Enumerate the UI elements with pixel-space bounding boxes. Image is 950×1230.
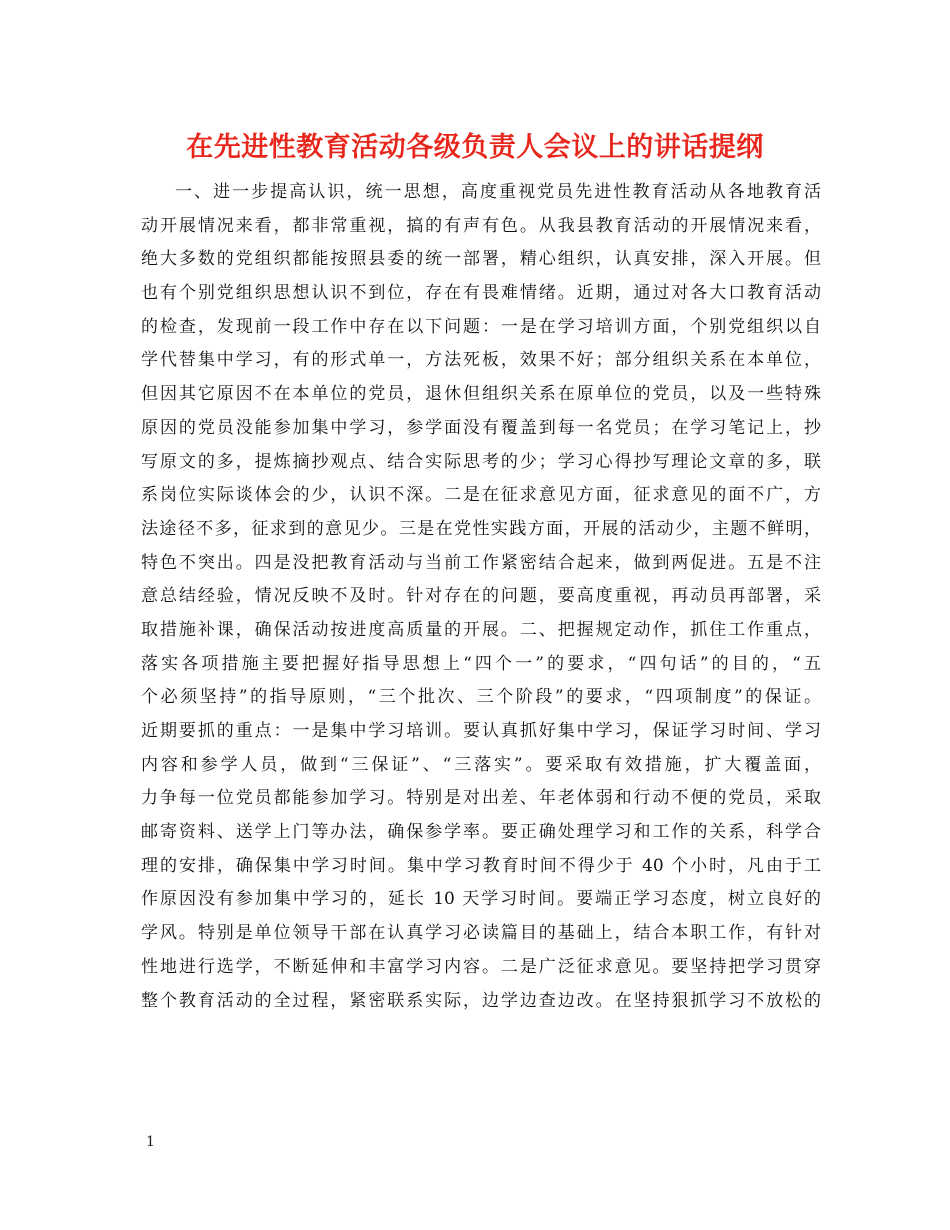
body-line: 但因其它原因不在本单位的党员，退休但组织关系在原单位的党员，以及一些特殊 xyxy=(141,384,821,405)
body-line: 力争每一位党员都能参加学习。特别是对出差、年老体弱和行动不便的党员，采取 xyxy=(141,788,821,809)
body-line: 理的安排，确保集中学习时间。集中学习教育时间不得少于 40 个小时，凡由于工 xyxy=(141,855,821,876)
body-line: 特色不突出。四是没把教育活动与当前工作紧密结合起来，做到两促进。五是不注 xyxy=(141,552,821,573)
body-line: 学风。特别是单位领导干部在认真学习必读篇目的基础上，结合本职工作，有针对 xyxy=(141,923,821,944)
body-line: 邮寄资料、送学上门等办法，确保参学率。要正确处理学习和工作的关系，科学合 xyxy=(141,822,821,843)
body-line: 内容和参学人员，做到“三保证”、“三落实”。要采取有效措施，扩大覆盖面， xyxy=(141,754,821,775)
body-line: 落实各项措施主要把握好指导思想上“四个一”的要求，“四句话”的目的，“五 xyxy=(141,653,821,674)
body-line: 原因的党员没能参加集中学习，参学面没有覆盖到每一名党员；在学习笔记上，抄 xyxy=(141,417,821,438)
document-body xyxy=(141,176,821,1018)
body-line: 一、进一步提高认识，统一思想，高度重视党员先进性教育活动从各地教育活 xyxy=(175,182,821,202)
body-line: 法途径不多，征求到的意见少。三是在党性实践方面，开展的活动少，主题不鲜明， xyxy=(141,518,821,539)
body-line: 作原因没有参加集中学习的，延长 10 天学习时间。要端正学习态度，树立良好的 xyxy=(141,889,821,910)
body-line: 个必须坚持”的指导原则，“三个批次、三个阶段”的要求，“四项制度”的保证。 xyxy=(141,687,821,708)
document-title: 在先进性教育活动各级负责人会议上的讲话提纲 xyxy=(186,132,764,163)
body-line: 的检查，发现前一段工作中存在以下问题：一是在学习培训方面，个别党组织以自 xyxy=(141,316,821,337)
body-line: 绝大多数的党组织都能按照县委的统一部署，精心组织，认真安排，深入开展。但 xyxy=(141,249,821,270)
body-line: 取措施补课，确保活动按进度高质量的开展。二、把握规定动作，抓住工作重点， xyxy=(141,619,821,640)
body-line: 学代替集中学习，有的形式单一，方法死板，效果不好；部分组织关系在本单位， xyxy=(141,350,821,371)
body-line: 性地进行选学，不断延伸和丰富学习内容。二是广泛征求意见。要坚持把学习贯穿 xyxy=(141,956,821,977)
body-line: 动开展情况来看，都非常重视，搞的有声有色。从我县教育活动的开展情况来看， xyxy=(141,215,821,236)
page-number: 1 xyxy=(146,1134,155,1150)
body-line: 意总结经验，情况反映不及时。针对存在的问题，要高度重视，再动员再部署，采 xyxy=(141,586,821,607)
body-line: 近期要抓的重点：一是集中学习培训。要认真抓好集中学习，保证学习时间、学习 xyxy=(141,721,821,741)
body-line: 系岗位实际谈体会的少，认识不深。二是在征求意见方面，征求意见的面不广，方 xyxy=(141,485,821,506)
body-line: 也有个别党组织思想认识不到位，存在有畏难情绪。近期，通过对各大口教育活动 xyxy=(141,283,821,304)
body-line: 写原文的多，提炼摘抄观点、结合实际思考的少；学习心得抄写理论文章的多，联 xyxy=(141,451,821,472)
body-line: 整个教育活动的全过程，紧密联系实际，边学边查边改。在坚持狠抓学习不放松的 xyxy=(141,990,821,1011)
